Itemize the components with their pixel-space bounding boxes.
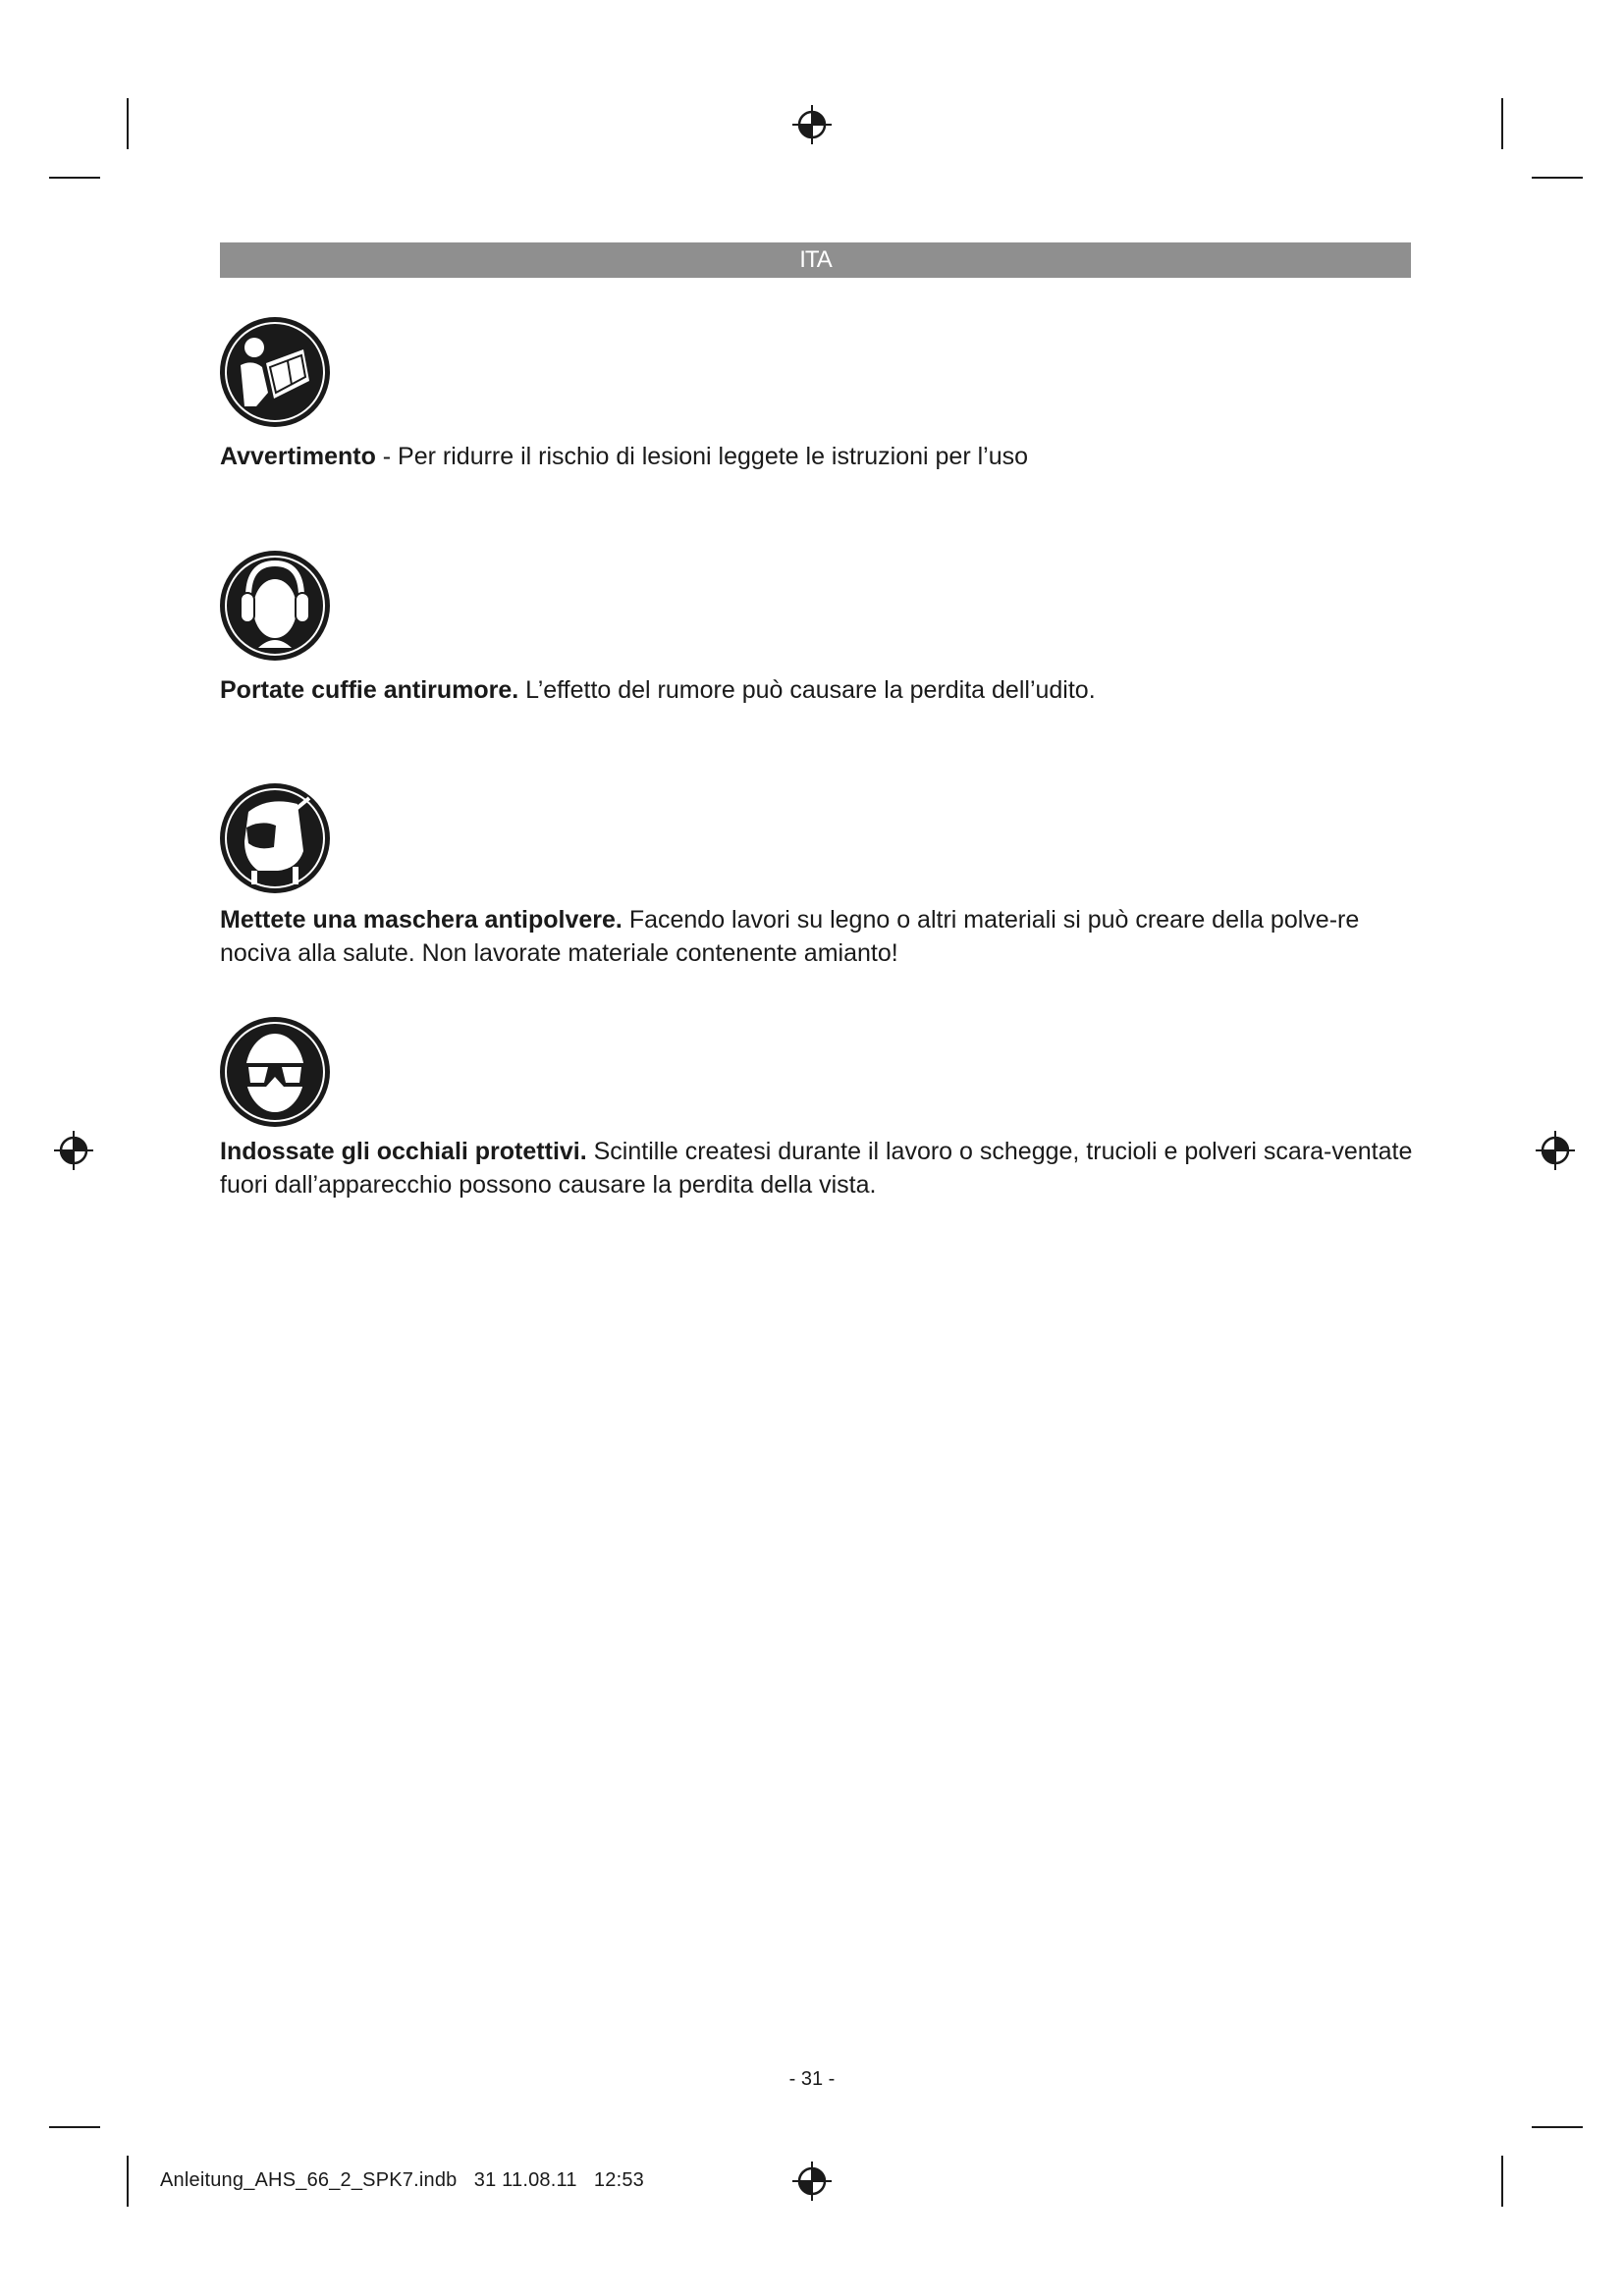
warning-text: Facendo lavori su legno o altri materiali si può creare della polve-re nociva alla salute. Non lavorate materiale contenente amianto! [220,906,1360,967]
warning-title: Indossate gli occhiali protettivi. [220,1138,587,1165]
page-number: - 31 - [788,2068,836,2090]
registration-mark-icon [790,2160,834,2203]
warning-read-manual [220,440,1414,473]
registration-mark-icon [52,1129,95,1172]
dust-mask-icon [219,782,331,894]
crop-mark-top-right [1501,98,1503,149]
registration-mark-icon [1534,1129,1577,1172]
crop-mark-top-right-h [1532,177,1583,179]
warning-title: Avvertimento [220,443,376,470]
crop-mark-bottom-left [127,2156,129,2207]
warning-dust-mask [220,903,1414,970]
crop-mark-top-left-h [49,177,100,179]
warning-title: Mettete una maschera antipolvere. [220,906,623,934]
warning-text: - Per ridurre il rischio di lesioni leggete le istruzioni per l’uso [375,443,1029,470]
warning-text: L’effetto del rumore può causare la perdita dell’udito. [518,676,1096,704]
warning-safety-goggles [220,1135,1414,1201]
language-header-bar [220,242,1411,278]
language-label: ITA [799,246,832,273]
ear-protection-icon [219,550,331,662]
read-manual-icon [219,316,331,428]
safety-goggles-icon [219,1016,331,1128]
crop-mark-bottom-right [1501,2156,1503,2207]
crop-mark-bottom-left-h [49,2126,100,2128]
footer-file-info: Anleitung_AHS_66_2_SPK7.indb 31 11.08.11 12:53 [160,2169,644,2191]
warning-text: Scintille createsi durante il lavoro o schegge, trucioli e polveri scara-ventate fuori dall’apparecchio possono causare la perdita della vista. [220,1138,1413,1199]
registration-mark-icon [790,103,834,146]
warning-title: Portate cuffie antirumore. [220,676,519,704]
crop-mark-top-left [127,98,129,149]
warning-ear-protection [220,673,1414,707]
crop-mark-bottom-right-h [1532,2126,1583,2128]
